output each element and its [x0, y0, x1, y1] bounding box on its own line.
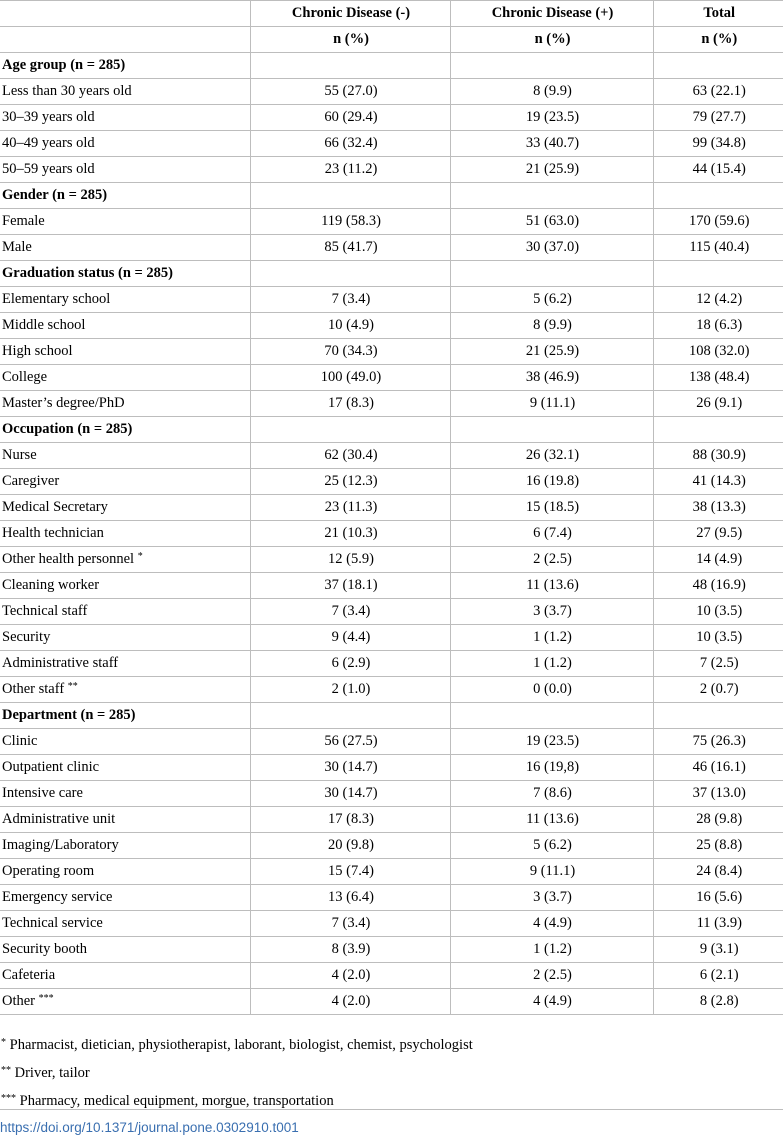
value-chronic-negative: 17 (8.3) [250, 807, 450, 833]
value-chronic-negative: 23 (11.2) [250, 157, 450, 183]
value-chronic-negative: 7 (3.4) [250, 287, 450, 313]
row-label [0, 105, 250, 131]
row-label [0, 209, 250, 235]
value-chronic-positive: 7 (8.6) [450, 781, 653, 807]
row-label-text: Master’s degree/PhD [2, 395, 125, 411]
section-empty-cell [450, 261, 653, 287]
row-label-text: Technical service [2, 915, 103, 931]
value-total: 8 (2.8) [653, 989, 783, 1015]
footer-divider [0, 1109, 783, 1110]
row-label [0, 677, 250, 703]
section-header-row [0, 703, 783, 729]
value-chronic-positive: 0 (0.0) [450, 677, 653, 703]
row-label [0, 339, 250, 365]
footnote-marker: ** [67, 681, 78, 692]
value-total: 48 (16.9) [653, 573, 783, 599]
row-label [0, 157, 250, 183]
value-chronic-negative: 13 (6.4) [250, 885, 450, 911]
row-label [0, 729, 250, 755]
row-label [0, 963, 250, 989]
value-chronic-negative: 100 (49.0) [250, 365, 450, 391]
value-chronic-negative: 56 (27.5) [250, 729, 450, 755]
header-chronic-positive: Chronic Disease (+) [450, 1, 653, 27]
value-chronic-positive: 8 (9.9) [450, 313, 653, 339]
value-chronic-positive: 21 (25.9) [450, 339, 653, 365]
value-chronic-negative: 17 (8.3) [250, 391, 450, 417]
value-chronic-positive: 8 (9.9) [450, 79, 653, 105]
unit-chronic-positive: n (%) [450, 27, 653, 53]
value-total: 7 (2.5) [653, 651, 783, 677]
header-empty-cell [0, 1, 250, 27]
table-row [0, 287, 783, 313]
table-row [0, 807, 783, 833]
footnote-marker: *** [38, 993, 54, 1004]
row-label [0, 469, 250, 495]
unit-empty-cell [0, 27, 250, 53]
table-row [0, 469, 783, 495]
value-chronic-positive: 3 (3.7) [450, 885, 653, 911]
value-chronic-negative: 7 (3.4) [250, 911, 450, 937]
table-row [0, 79, 783, 105]
table-row [0, 131, 783, 157]
table-row [0, 313, 783, 339]
table-row [0, 365, 783, 391]
table-row [0, 911, 783, 937]
value-chronic-positive: 26 (32.1) [450, 443, 653, 469]
table-row [0, 157, 783, 183]
header-row [0, 1, 783, 27]
section-empty-cell [653, 417, 783, 443]
value-chronic-negative: 7 (3.4) [250, 599, 450, 625]
table-row [0, 755, 783, 781]
row-label [0, 313, 250, 339]
value-total: 26 (9.1) [653, 391, 783, 417]
value-chronic-positive: 1 (1.2) [450, 651, 653, 677]
value-chronic-positive: 11 (13.6) [450, 807, 653, 833]
section-header-row [0, 53, 783, 79]
value-chronic-negative: 119 (58.3) [250, 209, 450, 235]
table-row [0, 937, 783, 963]
row-label [0, 859, 250, 885]
row-label-text: Health technician [2, 525, 104, 541]
row-label [0, 651, 250, 677]
value-chronic-negative: 70 (34.3) [250, 339, 450, 365]
row-label [0, 807, 250, 833]
row-label [0, 625, 250, 651]
value-chronic-positive: 9 (11.1) [450, 859, 653, 885]
row-label-text: Technical staff [2, 603, 88, 619]
value-total: 75 (26.3) [653, 729, 783, 755]
row-label-text: Emergency service [2, 889, 113, 905]
table-row [0, 443, 783, 469]
table-row [0, 105, 783, 131]
value-chronic-negative: 4 (2.0) [250, 963, 450, 989]
row-label-text: Male [2, 239, 32, 255]
value-total: 170 (59.6) [653, 209, 783, 235]
row-label-text: Other health personnel [2, 551, 135, 567]
row-label [0, 937, 250, 963]
value-total: 41 (14.3) [653, 469, 783, 495]
section-empty-cell [450, 703, 653, 729]
footnote-marker: * [137, 551, 143, 562]
section-title: Occupation (n = 285) [0, 417, 250, 443]
value-chronic-positive: 4 (4.9) [450, 911, 653, 937]
value-total: 16 (5.6) [653, 885, 783, 911]
row-label-text: Outpatient clinic [2, 759, 100, 775]
value-total: 38 (13.3) [653, 495, 783, 521]
row-label-text: Security [2, 629, 51, 645]
value-total: 10 (3.5) [653, 599, 783, 625]
value-total: 138 (48.4) [653, 365, 783, 391]
row-label [0, 547, 250, 573]
value-total: 46 (16.1) [653, 755, 783, 781]
table-row [0, 963, 783, 989]
row-label [0, 131, 250, 157]
value-chronic-negative: 15 (7.4) [250, 859, 450, 885]
footnote-mark: ** [1, 1065, 11, 1076]
value-chronic-positive: 2 (2.5) [450, 963, 653, 989]
value-chronic-positive: 16 (19.8) [450, 469, 653, 495]
unit-chronic-negative: n (%) [250, 27, 450, 53]
row-label [0, 287, 250, 313]
footnote [0, 1058, 783, 1086]
value-total: 14 (4.9) [653, 547, 783, 573]
row-label-text: 50–59 years old [2, 161, 95, 177]
footnote-text: Pharmacist, dietician, physiotherapist, laborant, biologist, chemist, psychologist [9, 1037, 473, 1053]
row-label-text: Imaging/Laboratory [2, 837, 119, 853]
row-label [0, 495, 250, 521]
row-label-text: College [2, 369, 48, 385]
value-total: 24 (8.4) [653, 859, 783, 885]
row-label-text: Operating room [2, 863, 95, 879]
row-label-text: Other [2, 993, 36, 1009]
section-header-row [0, 261, 783, 287]
footnote-text: Pharmacy, medical equipment, morgue, transportation [19, 1093, 334, 1109]
value-chronic-positive: 1 (1.2) [450, 625, 653, 651]
table-row [0, 833, 783, 859]
section-empty-cell [250, 261, 450, 287]
row-label-text: Intensive care [2, 785, 83, 801]
row-label-text: Administrative unit [2, 811, 116, 827]
value-total: 37 (13.0) [653, 781, 783, 807]
table-row [0, 495, 783, 521]
value-total: 88 (30.9) [653, 443, 783, 469]
value-chronic-positive: 4 (4.9) [450, 989, 653, 1015]
value-chronic-positive: 21 (25.9) [450, 157, 653, 183]
row-label [0, 885, 250, 911]
unit-total: n (%) [653, 27, 783, 53]
table-row [0, 521, 783, 547]
table-row [0, 209, 783, 235]
value-chronic-positive: 5 (6.2) [450, 287, 653, 313]
row-label-text: Administrative staff [2, 655, 119, 671]
section-empty-cell [450, 53, 653, 79]
row-label-text: Medical Secretary [2, 499, 108, 515]
value-chronic-negative: 21 (10.3) [250, 521, 450, 547]
value-chronic-negative: 8 (3.9) [250, 937, 450, 963]
value-chronic-negative: 30 (14.7) [250, 781, 450, 807]
footnote [0, 1030, 783, 1058]
table-row [0, 547, 783, 573]
row-label [0, 443, 250, 469]
value-chronic-positive: 19 (23.5) [450, 729, 653, 755]
table-row [0, 885, 783, 911]
row-label [0, 365, 250, 391]
value-chronic-negative: 10 (4.9) [250, 313, 450, 339]
table-row [0, 391, 783, 417]
row-label-text: Cleaning worker [2, 577, 100, 593]
value-chronic-positive: 5 (6.2) [450, 833, 653, 859]
section-title: Graduation status (n = 285) [0, 261, 250, 287]
value-chronic-positive: 33 (40.7) [450, 131, 653, 157]
value-chronic-positive: 2 (2.5) [450, 547, 653, 573]
section-empty-cell [250, 183, 450, 209]
row-label [0, 781, 250, 807]
value-chronic-positive: 51 (63.0) [450, 209, 653, 235]
value-chronic-negative: 20 (9.8) [250, 833, 450, 859]
value-chronic-positive: 3 (3.7) [450, 599, 653, 625]
row-label [0, 755, 250, 781]
section-empty-cell [250, 417, 450, 443]
row-label [0, 391, 250, 417]
row-label-text: Caregiver [2, 473, 60, 489]
row-label-text: Middle school [2, 317, 86, 333]
value-chronic-negative: 37 (18.1) [250, 573, 450, 599]
value-chronic-negative: 30 (14.7) [250, 755, 450, 781]
value-chronic-negative: 6 (2.9) [250, 651, 450, 677]
value-total: 11 (3.9) [653, 911, 783, 937]
section-empty-cell [450, 183, 653, 209]
row-label-text: Security booth [2, 941, 87, 957]
section-empty-cell [653, 703, 783, 729]
section-empty-cell [450, 417, 653, 443]
table-row [0, 339, 783, 365]
value-chronic-negative: 25 (12.3) [250, 469, 450, 495]
value-total: 28 (9.8) [653, 807, 783, 833]
table-row [0, 651, 783, 677]
row-label-text: 40–49 years old [2, 135, 95, 151]
value-total: 27 (9.5) [653, 521, 783, 547]
section-title: Age group (n = 285) [0, 53, 250, 79]
row-label [0, 599, 250, 625]
row-label [0, 989, 250, 1015]
value-chronic-negative: 55 (27.0) [250, 79, 450, 105]
value-chronic-positive: 16 (19,8) [450, 755, 653, 781]
row-label-text: Cafeteria [2, 967, 56, 983]
header-total: Total [653, 1, 783, 27]
value-total: 99 (34.8) [653, 131, 783, 157]
row-label [0, 833, 250, 859]
header-chronic-negative: Chronic Disease (-) [250, 1, 450, 27]
value-total: 44 (15.4) [653, 157, 783, 183]
doi-link[interactable]: https://doi.org/10.1371/journal.pone.0302910.t001 [0, 1120, 299, 1135]
value-total: 108 (32.0) [653, 339, 783, 365]
value-chronic-negative: 12 (5.9) [250, 547, 450, 573]
section-empty-cell [653, 53, 783, 79]
value-total: 12 (4.2) [653, 287, 783, 313]
table-row [0, 781, 783, 807]
section-title: Gender (n = 285) [0, 183, 250, 209]
value-chronic-negative: 60 (29.4) [250, 105, 450, 131]
value-chronic-positive: 1 (1.2) [450, 937, 653, 963]
value-chronic-positive: 19 (23.5) [450, 105, 653, 131]
value-chronic-positive: 38 (46.9) [450, 365, 653, 391]
table-row [0, 599, 783, 625]
value-chronic-positive: 11 (13.6) [450, 573, 653, 599]
value-chronic-negative: 66 (32.4) [250, 131, 450, 157]
table-row [0, 235, 783, 261]
section-title: Department (n = 285) [0, 703, 250, 729]
value-chronic-positive: 9 (11.1) [450, 391, 653, 417]
row-label-text: Less than 30 years old [2, 83, 132, 99]
section-empty-cell [250, 53, 450, 79]
value-total: 63 (22.1) [653, 79, 783, 105]
footnote-mark: *** [1, 1093, 16, 1104]
value-chronic-positive: 15 (18.5) [450, 495, 653, 521]
value-chronic-negative: 2 (1.0) [250, 677, 450, 703]
row-label-text: High school [2, 343, 73, 359]
value-total: 10 (3.5) [653, 625, 783, 651]
table-row [0, 989, 783, 1015]
row-label-text: Nurse [2, 447, 37, 463]
value-total: 25 (8.8) [653, 833, 783, 859]
value-total: 18 (6.3) [653, 313, 783, 339]
row-label-text: Female [2, 213, 45, 229]
table-row [0, 677, 783, 703]
footnote-text: Driver, tailor [14, 1065, 90, 1081]
row-label [0, 235, 250, 261]
value-total: 2 (0.7) [653, 677, 783, 703]
section-header-row [0, 417, 783, 443]
value-total: 9 (3.1) [653, 937, 783, 963]
table-row [0, 573, 783, 599]
value-total: 6 (2.1) [653, 963, 783, 989]
footnote-mark: * [1, 1037, 6, 1048]
value-chronic-negative: 62 (30.4) [250, 443, 450, 469]
value-total: 115 (40.4) [653, 235, 783, 261]
table-row [0, 859, 783, 885]
row-label [0, 521, 250, 547]
row-label [0, 911, 250, 937]
section-empty-cell [250, 703, 450, 729]
row-label-text: Other staff [2, 681, 65, 697]
row-label-text: 30–39 years old [2, 109, 95, 125]
value-chronic-negative: 4 (2.0) [250, 989, 450, 1015]
row-label [0, 79, 250, 105]
row-label [0, 573, 250, 599]
value-chronic-negative: 23 (11.3) [250, 495, 450, 521]
value-chronic-positive: 6 (7.4) [450, 521, 653, 547]
section-empty-cell [653, 261, 783, 287]
row-label-text: Elementary school [2, 291, 111, 307]
table-row [0, 729, 783, 755]
value-chronic-positive: 30 (37.0) [450, 235, 653, 261]
table-footnotes [0, 1030, 783, 1114]
unit-row [0, 27, 783, 53]
section-header-row [0, 183, 783, 209]
table-row [0, 625, 783, 651]
value-chronic-negative: 9 (4.4) [250, 625, 450, 651]
row-label-text: Clinic [2, 733, 38, 749]
section-empty-cell [653, 183, 783, 209]
value-total: 79 (27.7) [653, 105, 783, 131]
value-chronic-negative: 85 (41.7) [250, 235, 450, 261]
